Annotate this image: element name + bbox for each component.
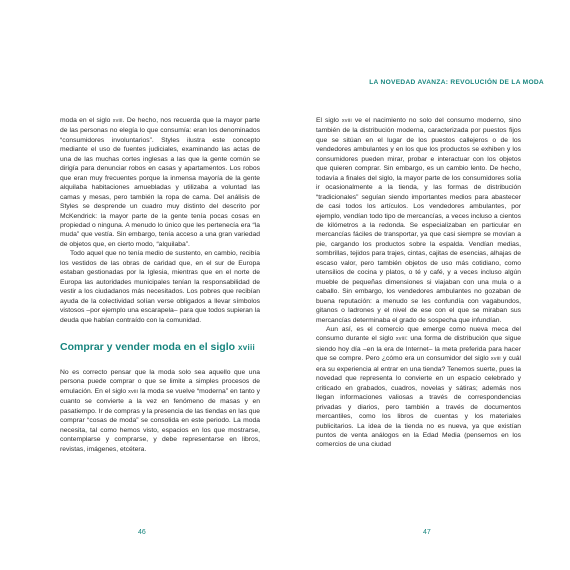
page-number-right: 47 — [423, 529, 431, 536]
heading-century-small-caps: xviii — [237, 342, 256, 352]
left-paragraph-1: moda en el siglo xviii. De hecho, nos recuerda que la mayor parte de las personas no elegía lo que consumía: eran los denominados “consumidores involuntarios”. Styles ilustra este concepto mediante el uso de fuentes judiciales, examinando las actas de una de las muchas cortes inglesas a las que la gente común se dirigía para denunciar robos en casas y apartamentos. Los robos que eran muy frecuentes porque la inmensa mayoría de la gente alquilaba habitaciones amuebladas y utilizaba a voluntad las camas y mesas, pero también la ropa de cama. Del análisis de Styles se desprende un cuadro muy distinto del descrito por McKendrick: la mayor parte de la gente tenía pocas cosas en propiedad o ninguna. A menudo lo único que les pertenecía era “la muda” que vestía. Sin embargo, tenía acceso a una gran variedad de objetos que, en cierto modo, “alquilaba”. — [60, 117, 261, 248]
century-small-caps: xviii — [128, 388, 139, 395]
left-body-text — [60, 116, 260, 454]
century-small-caps: xviii — [395, 336, 406, 343]
page-number-left: 46 — [138, 529, 146, 536]
section-heading: Comprar y vender moda en el siglo xviii — [60, 340, 256, 353]
century-small-caps: xviii — [341, 118, 352, 124]
right-page — [285, 0, 570, 570]
right-paragraph-2: Aun así, es el comercio que emerge como nueva meca del consumo durante el siglo xviii: una forma de distribución que sigue siendo hoy día –en la era de Internet– la meta preferida para hacer que se compre. Pero ¿cómo era un consumidor del siglo xviii y cuál era su experiencia al entrar en una tienda? Tenemos suerte, pues la novedad que representa lo convierte en un espacio celebrado y criticado en grabados, cuadros, novelas y sátiras; además nos llegan informaciones valiosas a través de correspondencias privadas y diarios, pero también a través de documentos mercantiles, como los libros de cuentas y los materiales publicitarios. La idea de la tienda no es nueva, ya que existían puntos de venta análogos en la Edad Media (pensemos en los comercios de una ciudad — [316, 325, 522, 449]
century-small-caps: xviii — [112, 118, 123, 124]
left-paragraph-3: No es correcto pensar que la moda solo sea aquello que una persona puede comprar o que se limite a simples procesos de emulación. En el siglo xviii la moda se vuelve “moderna” en tanto y cuanto se convierte a la vez en fenómeno de masas y en pasatiempo. Ir de compras y la presencia de las tiendas en las que comprar “cosas de moda” se consolida en este periodo. La moda necesita, tal como hemos visto, espacios en los que mostrarse, contemplarse y comprarse, y debe representarse en libros, revistas, imágenes, etcétera. — [60, 368, 260, 453]
running-head: LA NOVEDAD AVANZA: REVOLUCIÓN DE LA MODA — [369, 79, 544, 86]
right-body-text — [316, 116, 521, 450]
left-paragraph-2: Todo aquel que no tenía medio de sustento, en cambio, recibía los vestidos de las obras de caridad que, en el sur de Europa estaban gestionadas por la Iglesia, mientras que en el norte de Europa las autoridades municipales tenían la responsabilidad de vestir a los ciudadanos más necesitados. Los pobres que recibían ayuda de la colectividad solían verse obligados a llevar símbolos vistosos –por ejemplo una escarapela– para que todos supieran la deuda que habían contraído con la comunidad. — [60, 250, 260, 324]
right-paragraph-1: El siglo xviii ve el nacimiento no solo del consumo moderno, sino también de la distribución moderna, caracterizada por puestos fijos que se sitúan en el lugar de los puestos callejeros o de los vendedores ambulantes y en los que los productos se exhiben y los consumidores pueden mirar, probar e interactuar con los objetos que quieren comprar. Sin embargo, es un cambio lento. De hecho, todavía a finales del siglo, la mayor parte de los consumidores solía ir ocasionalmente a la tienda, y las formas de distribución “tradicionales” seguían siendo importantes medios para abastecer de casi todos los artículos. Los vendedores ambulantes, por ejemplo, vendían todo tipo de mercancías, a veces incluso a cientos de kilómetros a la redonda. Se especializaban en particular en mercancías fáciles de transportar, ya que casi siempre se movían a pie, cargando los productos sobre la espalda. Vendían medias, sombrillas, tejidos para trajes, cintas, cajitas de esencias, alhajas de escaso valor, pero también objetos de uso más cotidiano, como utensilios de cocina y platos, o té y café, y a veces incluso algún mueble de pequeñas dimensiones si viajaban con una mula o a caballo. Sin embargo, los vendedores ambulantes no gozaban de buena reputación: a menudo se les confundía con vagabundos, gitanos o ladrones y el nivel de ese con el que se miraban sus mercancías determinaba el grado de sospecha que infundían. — [316, 117, 521, 324]
century-small-caps: xviii — [490, 356, 501, 363]
